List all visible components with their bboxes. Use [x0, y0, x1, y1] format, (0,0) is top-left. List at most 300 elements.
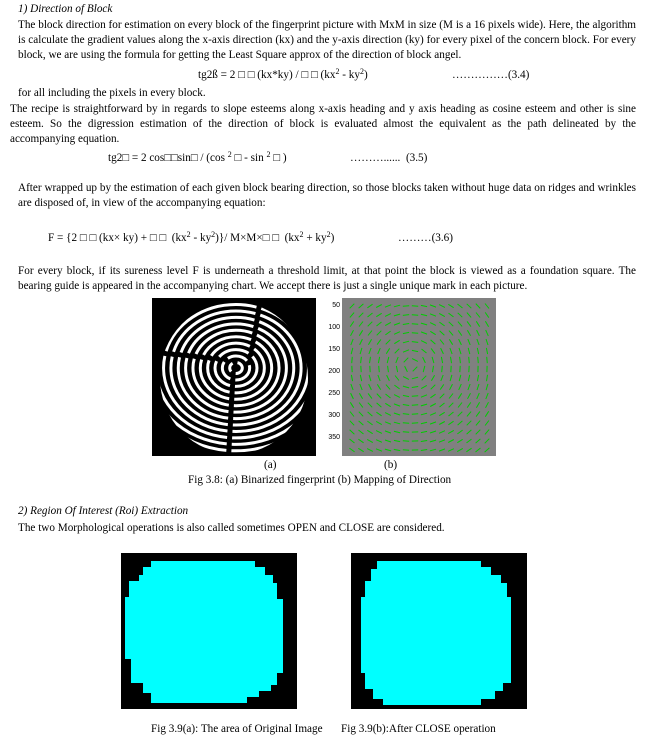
direction-vector	[430, 413, 436, 416]
fingerprint-ridge	[156, 298, 316, 438]
direction-vector	[476, 411, 480, 416]
direction-vector	[421, 323, 427, 325]
direction-vector	[430, 449, 436, 451]
equation-3-5	[108, 152, 287, 164]
paragraph-all-pixels: for all including the pixels in every block.	[18, 87, 206, 99]
section-heading-direction-of-block: 1) Direction of Block	[18, 3, 113, 15]
direction-vector	[403, 306, 409, 307]
direction-vector	[485, 304, 489, 309]
direction-vector	[476, 421, 480, 426]
direction-vector	[361, 357, 362, 363]
direction-vector	[485, 430, 489, 435]
direction-vector	[440, 340, 444, 345]
eq3-a: F = {2 □ □ (kx× ky) + □ □ (kx	[48, 232, 187, 244]
direction-vector	[367, 421, 372, 425]
direction-vector	[377, 403, 382, 407]
fingerprint-ridge	[222, 356, 249, 380]
direction-vectors	[342, 298, 496, 456]
direction-vector	[403, 350, 409, 352]
direction-vector	[421, 314, 427, 315]
eq3-e: )	[330, 232, 335, 244]
direction-vector	[469, 357, 470, 363]
direction-vector	[421, 422, 427, 423]
direction-vector	[360, 339, 363, 345]
direction-vector	[459, 339, 462, 345]
direction-vector	[386, 348, 389, 353]
figure-3-8a-label: (a)	[264, 459, 277, 471]
eq3-sup1: 2	[186, 230, 191, 239]
direction-vector	[394, 422, 400, 424]
direction-vector	[385, 422, 391, 424]
direction-vector	[430, 404, 436, 407]
direction-vector	[368, 331, 372, 336]
direction-vector	[430, 422, 436, 424]
fingerprint-ridge	[193, 330, 279, 405]
direction-vector	[468, 393, 471, 399]
equation-3-6-number: ………(3.6)	[398, 232, 453, 244]
direction-vector	[412, 359, 418, 362]
direction-vector	[487, 357, 488, 363]
direction-vector	[477, 339, 479, 345]
direction-vector	[460, 357, 461, 363]
direction-vector	[403, 414, 409, 415]
direction-vector	[376, 313, 381, 316]
direction-vector	[476, 439, 481, 443]
direction-vector	[477, 375, 478, 381]
direction-vector	[359, 322, 363, 327]
yaxis-tick-label: 300	[328, 412, 340, 419]
direction-vector	[377, 322, 382, 326]
direction-vector	[403, 324, 409, 325]
figure-3-9a-caption: Fig 3.9(a): The area of Original Image	[151, 723, 323, 735]
direction-vector	[467, 430, 472, 434]
figure-3-9b-caption: Fig 3.9(b):After CLOSE operation	[341, 723, 496, 735]
direction-vector	[351, 393, 354, 399]
paragraph-morphological-ops: The two Morphological operations is also called sometimes OPEN and CLOSE are considered.	[18, 522, 445, 534]
direction-vector	[421, 395, 427, 397]
direction-vector	[403, 432, 409, 433]
direction-vector	[485, 312, 489, 317]
direction-vector	[395, 376, 399, 381]
direction-vector	[351, 339, 353, 345]
direction-vector	[441, 375, 443, 381]
direction-vector	[367, 449, 373, 452]
direction-vector	[368, 393, 372, 398]
direction-vector	[486, 384, 488, 390]
direction-vector	[486, 402, 489, 408]
direction-vector	[394, 449, 400, 450]
direction-vector	[421, 441, 427, 442]
direction-map-field	[342, 298, 496, 456]
direction-vector	[457, 448, 463, 451]
direction-vector	[403, 341, 409, 343]
direction-vector	[396, 366, 397, 372]
paragraph-sureness-level: For every block, if its sureness level F is underneath a threshold limit, at that point the block is viewed as a foundation square. The bearing guide is appeared in the accompanying chart. We accept there is just a single unique mark in each picture.	[18, 265, 636, 292]
direction-vector	[450, 348, 452, 354]
direction-vector	[370, 357, 371, 363]
yaxis-tick-label: 150	[328, 346, 340, 353]
direction-vector	[431, 348, 435, 353]
eq3-d: + ky	[303, 232, 327, 244]
direction-vector	[449, 322, 454, 326]
direction-vector	[394, 395, 400, 398]
direction-vector	[403, 386, 409, 388]
direction-vector	[485, 439, 490, 444]
direction-vector	[421, 332, 427, 334]
direction-vector	[476, 402, 479, 408]
direction-vector	[385, 413, 391, 416]
direction-vector	[403, 377, 409, 380]
direction-vector	[394, 385, 399, 389]
direction-vector	[476, 304, 480, 309]
direction-vector	[358, 448, 363, 451]
direction-vector	[394, 413, 400, 415]
fingerprint-ridge	[230, 362, 243, 373]
direction-vector	[467, 321, 471, 326]
direction-vector	[439, 431, 445, 434]
eq3-sup3: 2	[299, 230, 304, 239]
direction-vector	[350, 421, 354, 426]
direction-vector	[468, 384, 470, 390]
direction-vector	[378, 375, 380, 381]
direction-vector	[376, 449, 382, 451]
direction-vector	[412, 396, 418, 397]
direction-vector	[458, 412, 463, 417]
direction-vector	[368, 313, 373, 317]
figure-3-9b-after-close	[351, 553, 527, 709]
direction-vector	[403, 395, 409, 396]
direction-vector	[394, 340, 399, 343]
yaxis-tick-label: 350	[328, 434, 340, 441]
direction-vector	[359, 421, 364, 425]
direction-vector	[439, 440, 445, 442]
direction-vector	[449, 403, 454, 408]
direction-vector	[441, 348, 444, 354]
direction-vector	[467, 313, 471, 318]
direction-vector	[369, 348, 371, 354]
direction-vector	[459, 375, 461, 381]
direction-vector	[449, 313, 454, 317]
direction-vector	[376, 421, 382, 424]
fingerprint-ridge	[152, 298, 316, 451]
direction-vector	[403, 441, 409, 442]
paragraph-block-direction: The block direction for estimation on every block of the fingerprint picture with MxM in size (M is a 16 pixels wide). Here, the algorithm is calculate the gradient values along the x-axis direction (kx) and the y-axis direction (ky) for every pixel of the concern block. For every block, we are using the formula for getting the Least Square approx of the direction of block angel.	[18, 19, 636, 61]
direction-vector	[458, 313, 463, 317]
direction-vector	[388, 366, 389, 372]
direction-vector	[449, 412, 454, 416]
eq1-mid: - ky	[339, 69, 360, 81]
eq1-sup1: 2	[335, 67, 340, 76]
eq2-b: □ - sin	[231, 152, 267, 164]
direction-vector	[431, 340, 436, 344]
figure-3-8b-label: (b)	[384, 459, 398, 471]
direction-vector	[385, 403, 390, 406]
direction-vector	[458, 322, 462, 327]
direction-vector	[458, 393, 461, 398]
direction-vector	[359, 403, 363, 408]
paragraph-recipe: The recipe is straightforward by in regards to slope esteems along x-axis heading and y axis heading as cosine esteem and other is sine esteem. So the digression estimation of the direction of block is evaluated almost the equivalent as the path delineated by the accompanying equation.	[10, 103, 636, 145]
direction-vector	[379, 366, 380, 372]
direction-vector	[394, 305, 400, 307]
direction-vector	[385, 440, 391, 442]
direction-vector	[458, 330, 462, 335]
direction-vector	[359, 430, 364, 434]
direction-vector	[430, 331, 435, 334]
direction-vector	[439, 412, 444, 415]
direction-vector	[352, 357, 353, 363]
fingerprint-ridges	[152, 298, 316, 456]
direction-vector	[485, 411, 488, 416]
figure-3-8b-direction-map	[318, 298, 496, 456]
direction-vector	[351, 348, 353, 354]
direction-vector	[433, 366, 434, 372]
eq3-c: )}/ M×M×□ □ (kx	[215, 232, 300, 244]
direction-vector	[349, 448, 354, 452]
fingerprint-image	[152, 298, 316, 456]
direction-vector	[430, 305, 436, 307]
direction-vector	[448, 449, 454, 452]
direction-vector	[486, 339, 488, 345]
direction-vector	[378, 357, 379, 363]
direction-vector	[467, 421, 472, 426]
direction-vector	[430, 314, 436, 316]
direction-vector	[359, 313, 364, 318]
direction-vector	[368, 403, 372, 408]
direction-vector	[431, 375, 434, 381]
eq2-sup2: 2	[266, 150, 271, 159]
direction-vector	[412, 333, 418, 334]
direction-vector	[376, 431, 382, 434]
direction-vector	[450, 384, 453, 390]
direction-vector	[421, 431, 427, 432]
direction-vector	[468, 339, 470, 345]
direction-vector	[376, 440, 382, 443]
direction-vector	[403, 423, 409, 424]
fingerprint-ridge	[152, 298, 316, 444]
direction-vector	[458, 421, 463, 425]
direction-vector	[476, 313, 480, 318]
roi-closed-mask	[351, 553, 527, 709]
direction-vector	[439, 322, 444, 326]
direction-vector	[467, 330, 470, 336]
yaxis-tick-label: 100	[328, 324, 340, 331]
direction-vector	[387, 357, 389, 363]
fingerprint-ridge	[171, 311, 301, 425]
direction-vector	[405, 366, 408, 372]
direction-vector	[394, 431, 400, 432]
direction-vector	[385, 305, 391, 307]
direction-vector	[485, 448, 490, 452]
direction-vector	[477, 330, 480, 336]
direction-vector	[369, 375, 371, 381]
direction-vector	[394, 314, 400, 316]
direction-vector	[421, 385, 427, 388]
direction-vector	[459, 384, 462, 390]
direction-vector	[385, 449, 391, 451]
direction-vector	[351, 375, 352, 381]
eq2-c: □ )	[270, 152, 287, 164]
direction-vector	[468, 348, 470, 354]
direction-vector	[440, 384, 444, 389]
direction-vector	[449, 331, 453, 336]
paragraph-after-wrapped: After wrapped up by the estimation of each given block bearing direction, so those blocks taken without huge data on ridges and wrinkles are disposed of, in view of the accompanying equation:	[18, 182, 636, 209]
direction-vector	[359, 393, 362, 399]
direction-vector	[430, 323, 436, 326]
direction-vector	[430, 431, 436, 433]
direction-vector	[422, 376, 427, 381]
direction-vector	[467, 439, 472, 443]
direction-vector	[360, 348, 362, 354]
equation-3-5-number: ………...... (3.5)	[350, 152, 428, 164]
direction-vector	[387, 375, 390, 381]
direction-vector	[449, 394, 453, 399]
fingerprint-ridge	[200, 337, 271, 400]
direction-vector	[376, 412, 381, 416]
eq3-sup2: 2	[211, 230, 216, 239]
direction-vector	[451, 357, 452, 363]
direction-vector	[440, 394, 445, 399]
eq3-b: - ky	[190, 232, 212, 244]
direction-vector	[412, 350, 418, 351]
direction-vector	[485, 421, 489, 426]
direction-vector	[378, 348, 381, 354]
figure-3-9a-original-area	[121, 553, 297, 709]
direction-vector	[485, 321, 488, 327]
equation-3-6	[48, 232, 334, 244]
direction-vector	[377, 384, 380, 389]
direction-vector	[376, 305, 382, 308]
direction-vector	[448, 440, 454, 443]
direction-vector	[440, 403, 445, 407]
direction-vector	[441, 357, 442, 363]
direction-vector	[360, 375, 361, 381]
direction-vector	[476, 448, 481, 452]
direction-vector	[412, 342, 418, 343]
direction-vector	[350, 412, 354, 417]
eq1-lhs: tg2ß = 2 □ □ (kx*ky) / □ □ (kx	[198, 69, 336, 81]
direction-vector	[350, 304, 355, 309]
direction-vector	[486, 393, 488, 399]
eq1-end: )	[363, 69, 368, 81]
direction-vector	[477, 393, 480, 399]
direction-vector	[386, 394, 391, 398]
direction-vector	[368, 339, 371, 345]
direction-vector	[351, 330, 354, 336]
direction-vector	[351, 384, 353, 390]
direction-vector	[386, 385, 390, 390]
fingerprint-ridge	[178, 317, 294, 418]
direction-vector	[403, 332, 409, 333]
direction-vector	[396, 357, 398, 363]
yaxis-tick-label: 200	[328, 368, 340, 375]
direction-vector	[477, 384, 479, 390]
direction-vector	[448, 421, 453, 425]
direction-vector	[457, 439, 462, 442]
direction-vector	[394, 323, 400, 325]
direction-vector	[421, 341, 427, 344]
direction-vector	[467, 402, 471, 407]
yaxis-tick-label: 250	[328, 390, 340, 397]
direction-vector	[467, 304, 472, 308]
direction-vector	[430, 394, 435, 398]
direction-vector	[377, 339, 381, 344]
direction-vector	[477, 348, 478, 354]
equation-3-4-number: ……………(3.4)	[452, 69, 530, 81]
direction-vector	[448, 304, 453, 307]
eq2-a: tg2□ = 2 cos□□sin□ / (cos	[108, 152, 228, 164]
direction-vector	[467, 412, 471, 417]
direction-vector	[430, 440, 436, 442]
direction-vector	[359, 412, 363, 417]
direction-vector	[359, 304, 364, 308]
direction-vector	[423, 366, 425, 372]
direction-vector	[403, 405, 409, 406]
direction-vector	[385, 322, 391, 325]
yaxis-tick-label: 50	[332, 302, 340, 309]
direction-vector	[368, 412, 373, 416]
direction-vector	[404, 358, 409, 363]
direction-vector	[350, 321, 354, 326]
direction-vector	[377, 331, 382, 336]
direction-vector	[439, 449, 445, 451]
direction-vector	[350, 313, 354, 318]
direction-vector	[385, 331, 390, 335]
direction-vector	[394, 332, 400, 335]
direction-vector	[385, 431, 391, 433]
direction-vector	[386, 340, 391, 345]
direction-vector	[368, 322, 373, 327]
direction-vector	[448, 430, 454, 433]
direction-vector	[431, 385, 436, 390]
direction-vector	[440, 331, 445, 335]
direction-vector	[421, 450, 427, 451]
direction-vector	[403, 315, 409, 316]
direction-vector	[367, 439, 373, 442]
direction-vector	[367, 430, 372, 433]
direction-vector	[439, 313, 445, 316]
direction-vector	[395, 349, 400, 354]
eq1-sup2: 2	[359, 67, 364, 76]
roi-original-mask	[121, 553, 297, 709]
direction-vector	[377, 394, 381, 399]
direction-vector	[458, 403, 462, 408]
direction-vector	[367, 304, 372, 308]
direction-vector	[350, 430, 355, 434]
direction-vector	[413, 367, 418, 372]
direction-vector	[358, 439, 363, 443]
direction-vector	[468, 375, 469, 381]
direction-vector	[476, 321, 479, 326]
figure-3-8a-binarized-fingerprint	[152, 298, 316, 456]
direction-vector	[350, 402, 353, 407]
direction-vector	[421, 404, 427, 406]
direction-vector	[449, 339, 452, 344]
direction-vector	[458, 304, 463, 308]
direction-vector	[478, 357, 479, 363]
direction-vector	[487, 375, 488, 381]
direction-vector	[439, 305, 445, 308]
eq3-sup4: 2	[326, 230, 331, 239]
direction-vector	[486, 348, 487, 354]
direction-vector	[459, 348, 461, 354]
direction-vector	[476, 430, 481, 435]
direction-vector	[394, 404, 400, 406]
direction-vector	[412, 377, 418, 379]
figure-3-8-caption: Fig 3.8: (a) Binarized fingerprint (b) Mapping of Direction	[188, 474, 452, 486]
direction-vector	[359, 330, 362, 335]
direction-vector	[442, 366, 443, 372]
direction-vector	[394, 440, 400, 441]
